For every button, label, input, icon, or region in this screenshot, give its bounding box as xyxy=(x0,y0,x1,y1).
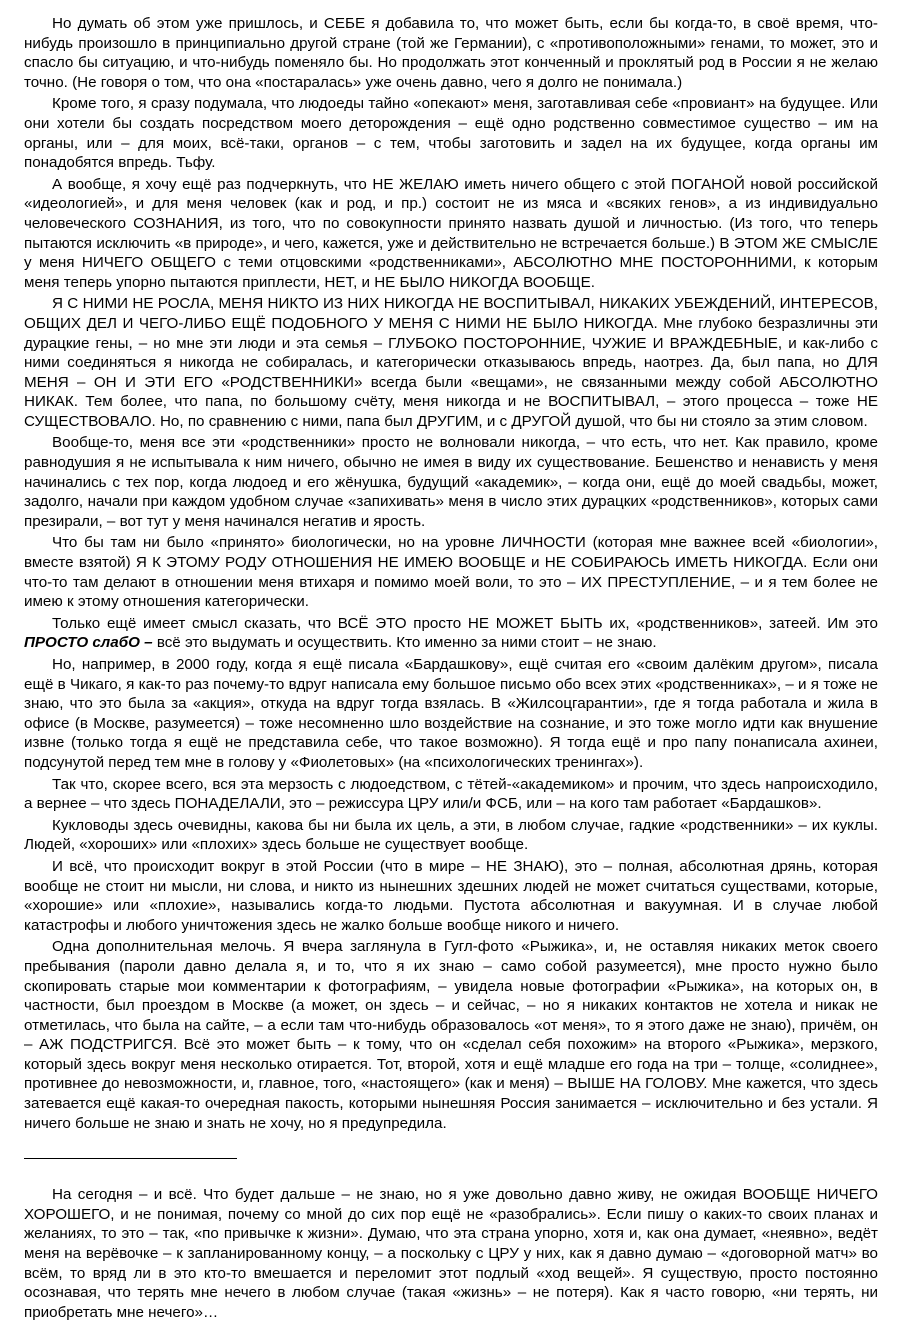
paragraph: Но думать об этом уже пришлось, и СЕБЕ я добавила то, что может быть, если бы когда-то, в своё время, что-нибудь произошло в принципиально другой стране (той же Германии), с «противоположными» генами, то может, это и спасло бы ситуацию, и что-нибудь поменяло бы. Но продолжать этот конченный и проклятый род в России я не желаю точно. (Не говоря о том, что она «постаралась» уже очень давно, чего я долго не понимала.) xyxy=(24,15,878,91)
section-divider xyxy=(24,1158,237,1159)
paragraph: А вообще, я хочу ещё раз подчеркнуть, что НЕ ЖЕЛАЮ иметь ничего общего с этой ПОГАНОЙ новой российской «идеологией», и для меня человек (как и род, и пр.) состоит не из мяса и «всяких генов», а из индивидуально человеческого СОЗНАНИЯ, из того, что по совокупности принято назвать душой и личностью. (Из того, что теперь пытаются исключить «в природе», и чего, кажется, уже и действительно не встречается больше.) В ЭТОМ ЖЕ СМЫСЛЕ у меня НИЧЕГО ОБЩЕГО с теми отцовскими «родственниками», АБСОЛЮТНО МНЕ ПОСТОРОННИМИ, к которым меня теперь упорно пытаются приплести, НЕТ, и НЕ БЫЛО НИКОГДА ВООБЩЕ. xyxy=(24,175,878,291)
paragraph: Вообще-то, меня все эти «родственники» просто не волновали никогда, – что есть, что нет. Как правило, кроме равнодушия я не испытывала к ним ничего, обычно не имея в виду их существование. Бешенство и ненависть у меня начинались с тех пор, когда людоед и его жёнушка, будущий «академик», – когда они, ещё до моей свадьбы, может, задолго, начали при каждом удобном случае «запихивать» меня в число этих дурацких «родственников», которых сами презирали, – вот тут у меня начинался негатив и ярость. xyxy=(24,434,878,530)
text-run: Только ещё имеет смысл сказать, что ВСЁ ЭТО просто НЕ МОЖЕТ БЫТЬ их, «родственников», затеей. Им это xyxy=(52,614,878,632)
paragraph: Кукловоды здесь очевидны, какова бы ни была их цель, а эти, в любом случае, гадкие «родственники» – их куклы. Людей, «хороших» или «плохих» здесь больше не существует вообще. xyxy=(24,816,878,854)
paragraph: И всё, что происходит вокруг в этой России (что в мире – НЕ ЗНАЮ), это – полная, абсолютная дрянь, которая вообще не стоит ни мысли, ни слова, и никто из нынешних здешних людей не может считаться существами, которые, «хорошие» или «плохие», назывались когда-то людьми. Пустота абсолютная и вакуумная. И в случае любой катастрофы и любого уничтожения здесь не жалко больше вообще никого и ничего. xyxy=(24,857,878,934)
emphasis-text: ПРОСТО слабО – xyxy=(24,634,153,652)
paragraph: Что бы там ни было «принято» биологически, но на уровне ЛИЧНОСТИ (которая мне важнее всей «биологии», вместе взятой) Я К ЭТОМУ РОДУ ОТНОШЕНИЯ НЕ ИМЕЮ ВООБЩЕ и НЕ СОБИРАЮСЬ ИМЕТЬ НИКОГДА. Если они что-то там делают в отношении меня втихаря и помимо моей воли, то это – ИХ ПРЕСТУПЛЕНИЕ, – и я тем более не имею к этому отношения категорически. xyxy=(24,534,878,611)
document-body xyxy=(24,14,878,1133)
paragraph: Так что, скорее всего, вся эта мерзость с людоедством, с тётей-«академиком» и прочим, что здесь напроисходило, а вернее – что здесь ПОНАДЕЛАЛИ, это – режиссура ЦРУ или/и ФСБ, или – на кого там работает «Бардашков». xyxy=(24,775,878,813)
closing-paragraph: На сегодня – и всё. Что будет дальше – не знаю, но я уже довольно давно живу, не ожидая ВООБЩЕ НИЧЕГО ХОРОШЕГО, и не понимая, почему со мной до сих пор ещё не «разобрались». Если пишу о каких-то своих планах и желаниях, то это – так, «по привычке к жизни». Думаю, что эта страна упорно, хотя и, как она думает, «неявно», ведёт меня на верёвочке – к запланированному концу, – а поскольку с ЦРУ у них, как я давно думаю – «договорной матч» во всём, то вряд ли в это кто-то вмешается и переломит этот подлый «ход вещей». Я существую, просто постоянно осознавая, что терять мне нечего в любом случае (такая «жизнь» – не потеря). Как я часто говорю, «ни терять, ни приобретать мне нечего»… xyxy=(24,1186,878,1321)
paragraph: Кроме того, я сразу подумала, что людоеды тайно «опекают» меня, заготавливая себе «провиант» на будущее. Или они хотели бы создать посредством моего деторождения – ещё одно родственно совместимое существо – им на органы, или – для моих, всё-таки, органов – с тем, чтобы заготовить и задел на их будущее, когда органы им понадобятся впредь. Тьфу. xyxy=(24,95,878,172)
paragraph: Но, например, в 2000 году, когда я ещё писала «Бардашкову», ещё считая его «своим далёким другом», писала ещё в Чикаго, я как-то раз почему-то вдруг написала ему большое письмо обо всех этих «родственниках», – и я тоже не знаю, что это была за «акция», откуда на вдруг тогда взялась. В «Жилсоцгарантии», где я тогда работала и жила в офисе (в Москве, разумеется) – тоже несомненно шло воздействие на сознание, и это тоже могло идти как внушение извне (только тогда я ещё не представила себе, что такое возможно). Я тогда ещё и про папу понаписала ахинеи, подсунутой перед тем мне в голову у «Фиолетовых» (на «психологических тренингах»). xyxy=(24,656,878,771)
paragraph-with-emphasis xyxy=(24,614,878,653)
text-run: всё это выдумать и осуществить. Кто именно за ними стоит – не знаю. xyxy=(152,634,657,652)
paragraph: Одна дополнительная мелочь. Я вчера заглянула в Гугл-фото «Рыжика», и, не оставляя никаких меток своего пребывания (пароли давно делала я, и то, что я их знаю – само собой разумеется), мне просто нужно было скопировать старые мои комментарии к фотографиям, – увидела новые фотографии «Рыжика», на которых он, в частности, был проездом в Москве (а может, он здесь – и сейчас, – но я никаких контактов не хотела и никак не отметилась, что была на сайте, – а если там что-нибудь образовалось «от меня», то я этого даже не знаю), причём, он – АЖ ПОДСТРИГСЯ. Всё это может быть – к тому, что он «сделал себя похожим» на второго «Рыжика», мерзкого, который здесь вокруг меня несколько отирается. Тот, второй, хотя и ещё младше его года на три – толще, «солиднее», противнее до невозможности, и, главное, того, «настоящего» (как и меня) – ВЫШЕ НА ГОЛОВУ. Мне кажется, что здесь затевается ещё какая-то очередная пакость, которыми нынешняя Россия занимается – исключительно и без устали. Я ничего больше не знаю и знать не хочу, но я предупредила. xyxy=(24,938,878,1132)
closing-section xyxy=(24,1185,878,1322)
paragraph: Я С НИМИ НЕ РОСЛА, МЕНЯ НИКТО ИЗ НИХ НИКОГДА НЕ ВОСПИТЫВАЛ, НИКАКИХ УБЕЖДЕНИЙ, ИНТЕРЕСОВ, ОБЩИХ ДЕЛ И ЧЕГО-ЛИБО ЕЩЁ ПОДОБНОГО У МЕНЯ С НИМИ НЕ БЫЛО НИКОГДА. Мне глубоко безразличны эти дурацкие гены, – но мне эти люди и эта семья – ГЛУБОКО ПОСТОРОННИЕ, ЧУЖИЕ И ВРАЖДЕБНЫЕ, и как-либо с ними соединяться я никогда не собиралась, и категорически отказываюсь впредь, наотрез. Да, был папа, но ДЛЯ МЕНЯ – ОН И ЭТИ ЕГО «РОДСТВЕННИКИ» всегда были «вещами», не связанными между собой АБСОЛЮТНО НИКАК. Тем более, что папа, по большому счёту, меня никогда и не ВОСПИТЫВАЛ, – этого процесса – тоже НЕ СУЩЕСТВОВАЛО. Но, по сравнению с ними, папа был ДРУГИМ, и с ДРУГОЙ душой, что бы ни стояло за этим словом. xyxy=(24,295,878,430)
